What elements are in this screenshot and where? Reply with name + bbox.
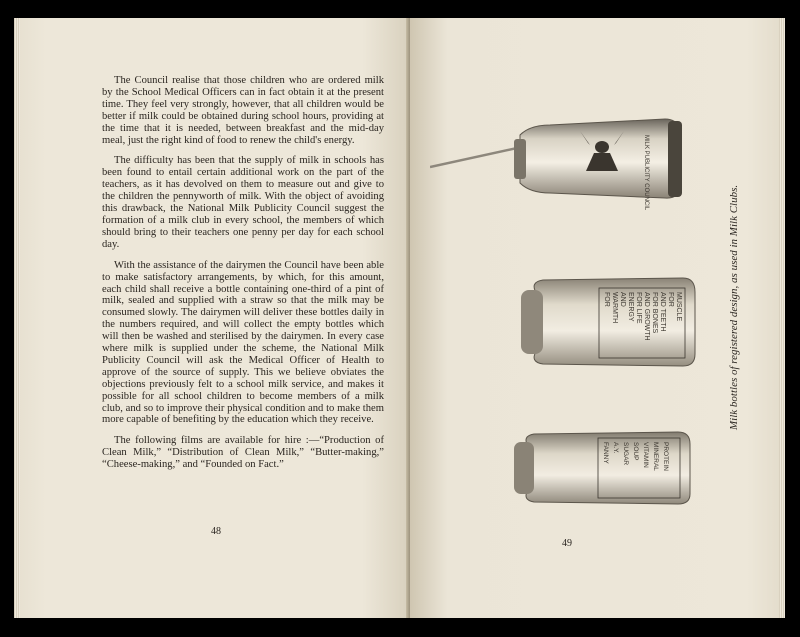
- body-text: [102, 75, 384, 480]
- bottle-label-line: FOR LIFE: [635, 292, 642, 324]
- left-page: [14, 18, 410, 618]
- left-page-edge: [14, 18, 20, 618]
- bottle-label-line: MUSCLE: [675, 292, 682, 322]
- bottle-label: MILK PUBLICITY COUNCIL: [643, 135, 649, 210]
- milk-bottle-photo-2: [515, 272, 705, 372]
- bottle-label-line: PROTEIN: [662, 442, 669, 471]
- page-number-left: 48: [211, 526, 221, 537]
- paragraph: With the assistance of the dairymen the Council have been able to make satisfactory arrangements, by which, for this amount, each child shall receive a bottle containing one-third of a pint of milk, sealed and supplied with a straw so that the milk may be consumed slowly. The dairymen will deliver these bottles daily in the numbers required, and will collect the empty bottles which will then be washed and sterilised by the dairymen. In every case where milk is supplied under the scheme, the National Milk Publicity Council will ask the Medical Officer of Health to approve of the source of supply. This we believe obviates the objections previously felt to a school milk service, and makes it possible for all school children to become members of a milk club, and so to improve their physical condition and to make them more capable of benefiting by the education which they receive.: [102, 259, 384, 426]
- bottle-label-line: A.Y.: [612, 442, 619, 454]
- bottle-label-line: SUGAR: [622, 442, 629, 466]
- page-number-right: 49: [562, 538, 572, 549]
- bottle-label-line: MINERAL: [652, 442, 659, 471]
- bottle-label-line: FOR BONES: [651, 292, 658, 334]
- right-page-edge: [779, 18, 785, 618]
- paragraph: The Council realise that those children who are ordered milk by the School Medical Officers can in fact obtain it at the present time. They feel very strongly, however, that all children would be better if milk could be obtained during school hours, providing at the time that it is needed, between breakfast and the mid-day meal, just the right kind of food to renew the child's energy.: [102, 75, 384, 146]
- bottle-label-line: ENERGY: [627, 292, 634, 322]
- bottle-label-line: AND GROWTH: [643, 292, 650, 341]
- paragraph: The difficulty has been that the supply of milk in schools has been found to entail certain additional work on the part of the teachers, as it has devolved on them to measure out and give to the children the pennyworth of milk. With the object of avoiding this drawback, the National Milk Publicity Council suggest the formation of a milk club in every school, the members of which should bring to their teachers one penny per day for each school day.: [102, 155, 384, 250]
- paragraph: The following films are available for hire :—“Production of Clean Milk,” “Distribution of Clean Milk,” “Butter-making,” “Cheese-making,” and “Founded on Fact.”: [102, 435, 384, 471]
- bottle-label-line: FOR: [603, 292, 610, 307]
- bottle-label-line: VITAMIN: [642, 442, 649, 468]
- figure-caption: Milk bottles of registered design, as used in Milk Clubs.: [728, 184, 740, 430]
- bottle-label-line: SOUP: [632, 442, 639, 461]
- bottle-label-line: FANNY: [602, 442, 609, 464]
- milk-bottle-photo-3: [510, 428, 700, 508]
- milk-bottle-photo-1: [430, 105, 700, 210]
- figure-caption-box: [708, 184, 740, 460]
- bottle-label-line: AND TEETH: [659, 292, 666, 332]
- bottle-label-line: FOR: [667, 292, 674, 307]
- bottle-label-line: AND: [619, 292, 626, 307]
- bottle-label-line: WARMTH: [611, 292, 618, 324]
